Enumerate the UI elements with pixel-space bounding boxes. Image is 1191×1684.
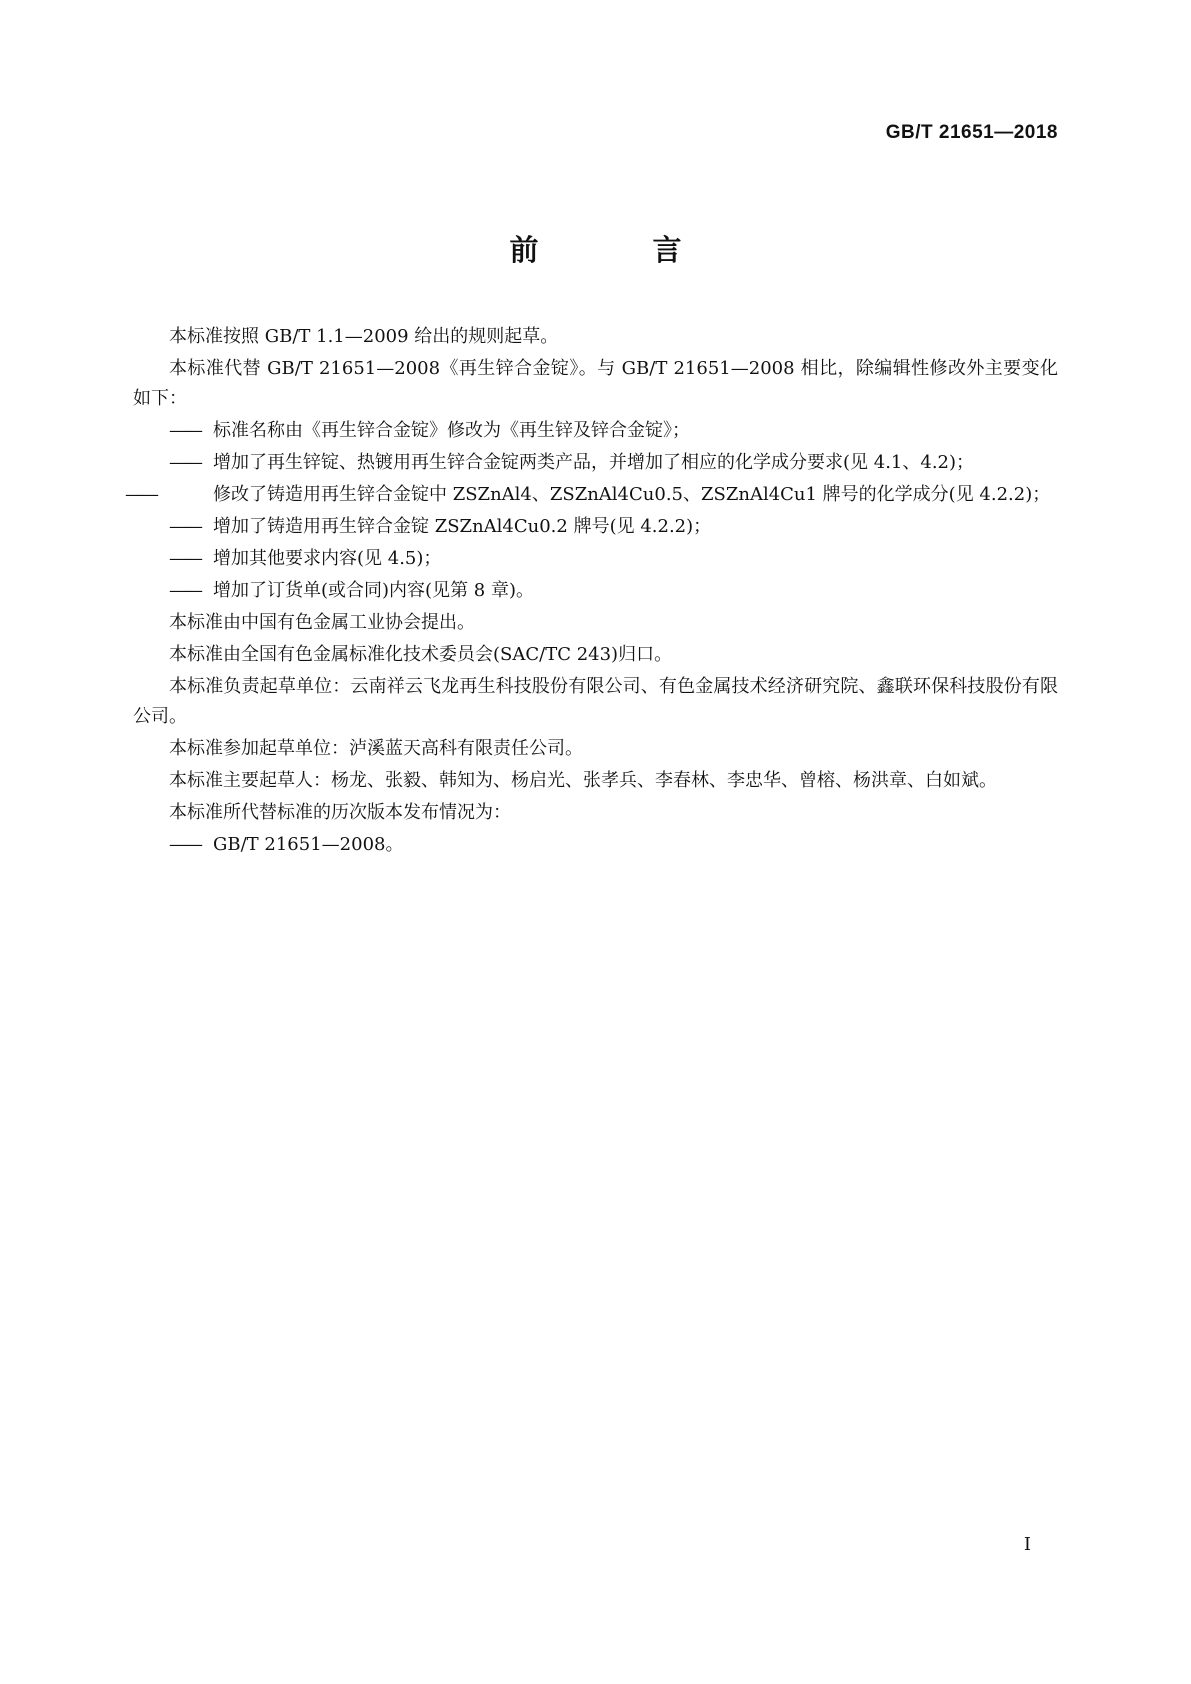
paragraph: 本标准主要起草人：杨龙、张毅、韩知为、杨启光、张孝兵、李春林、李忠华、曾榕、杨洪章、白如斌。 bbox=[169, 770, 997, 791]
list-item-text: 增加了订货单(或合同)内容(见第 8 章)。 bbox=[213, 580, 534, 601]
paragraph: 本标准参加起草单位：泸溪蓝天高科有限责任公司。 bbox=[169, 738, 583, 759]
paragraph: 本标准负责起草单位：云南祥云飞龙再生科技股份有限公司、有色金属技术经济研究院、鑫联环保科技股份有限公司。 bbox=[133, 676, 1058, 727]
list-item-text: 修改了铸造用再生锌合金锭中 ZSZnAl4、ZSZnAl4Cu0.5、ZSZnAl4Cu1 牌号的化学成分(见 4.2.2)； bbox=[213, 484, 1051, 505]
foreword-body bbox=[125, 322, 1058, 862]
list-dash: —— bbox=[169, 548, 201, 569]
list-dash: —— bbox=[169, 580, 201, 601]
list-item bbox=[125, 480, 1058, 510]
page-title: 前 言 bbox=[509, 233, 734, 267]
standard-code: GB/T 21651—2018 bbox=[885, 122, 1058, 143]
list-item-text: GB/T 21651—2008。 bbox=[213, 834, 404, 855]
list-dash: —— bbox=[169, 420, 201, 441]
list-dash: —— bbox=[125, 484, 157, 505]
list-dash: —— bbox=[169, 452, 201, 473]
list-item-text: 标准名称由《再生锌合金锭》修改为《再生锌及锌合金锭》； bbox=[213, 420, 690, 441]
list-item-text: 增加其他要求内容(见 4.5)； bbox=[213, 548, 442, 569]
list-item bbox=[133, 416, 1058, 446]
list-item bbox=[133, 576, 1058, 606]
list-item bbox=[133, 512, 1058, 542]
list-dash: —— bbox=[169, 516, 201, 537]
list-item-text: 增加了再生锌锭、热镀用再生锌合金锭两类产品，并增加了相应的化学成分要求(见 4.1、4.2)； bbox=[213, 452, 975, 473]
list-dash: —— bbox=[169, 834, 201, 855]
list-item bbox=[133, 544, 1058, 574]
paragraph: 本标准所代替标准的历次版本发布情况为： bbox=[169, 802, 511, 823]
paragraph: 本标准由中国有色金属工业协会提出。 bbox=[169, 612, 475, 633]
list-item bbox=[133, 830, 1058, 860]
paragraph: 本标准由全国有色金属标准化技术委员会(SAC/TC 243)归口。 bbox=[169, 644, 673, 665]
page-number: I bbox=[1023, 1534, 1031, 1555]
list-item bbox=[133, 448, 1058, 478]
paragraph: 本标准代替 GB/T 21651—2008《再生锌合金锭》。与 GB/T 21651—2008 相比，除编辑性修改外主要变化如下： bbox=[133, 358, 1058, 409]
list-item-text: 增加了铸造用再生锌合金锭 ZSZnAl4Cu0.2 牌号(见 4.2.2)； bbox=[213, 516, 712, 537]
paragraph: 本标准按照 GB/T 1.1—2009 给出的规则起草。 bbox=[169, 326, 559, 347]
